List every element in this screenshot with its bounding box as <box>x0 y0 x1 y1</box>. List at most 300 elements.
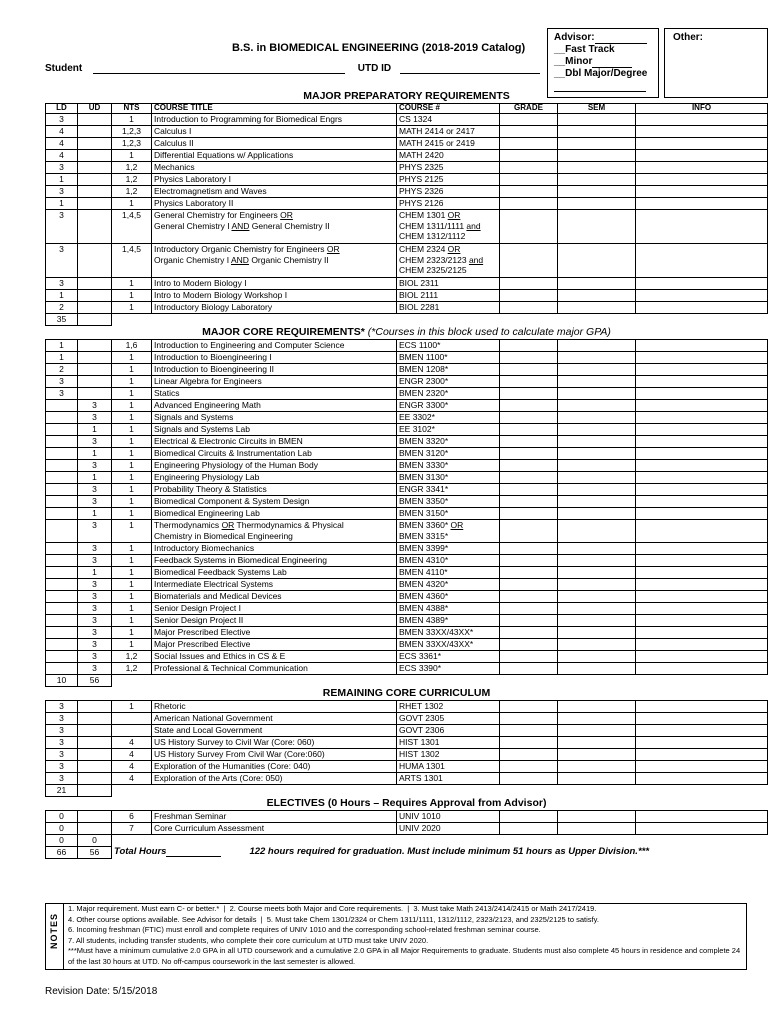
nts-cell: 1,2 <box>112 174 152 186</box>
course-number-cell: PHYS 2326 <box>397 186 500 198</box>
nts-cell: 1 <box>112 198 152 210</box>
core-total-row <box>46 675 768 687</box>
info-cell[interactable] <box>636 484 768 496</box>
grade-cell[interactable] <box>500 162 558 174</box>
electives-section-title: ELECTIVES (0 Hours – Requires Approval from Advisor) <box>266 797 547 809</box>
ud-cell <box>78 198 112 210</box>
notes-body: 1. Major requirement. Must earn C- or better.* | 2. Course meets both Major and Core requirements. | 3. Must take Math 2413/2414/2415 or Math 2417/2419. 4. Other course options available. See Advisor for details | 5. Must take Chem 1301/2324 or Chem 1311/1111, 1312/1112, 2323/2123, and 2325/2125 to satisfy. 6. Incoming freshman (FTIC) must enroll and complete requires of UNIV 1010 and the corresponding school-related freshman seminar course. 7. All students, including transfer students, who complete their core curriculum at UTD must take UNIV 2020. ***Must have a minimum cumulative 2.0 GPA in all UTD coursework and a cumulative 2.0 GPA in all Major Requirements to graduate. Students must also complete 45 hours in residence and complete 24 of the last 30 hours at UTD. No off-campus coursework in the last semester is allowed. <box>68 904 743 967</box>
course-title-cell: Rhetoric <box>152 701 397 713</box>
grade-cell[interactable] <box>500 749 558 761</box>
ud-cell <box>78 352 112 364</box>
blank-cell <box>112 785 768 797</box>
column-header: SEM <box>558 104 636 114</box>
sem-cell[interactable] <box>558 811 636 823</box>
notes-label: NOTES <box>49 912 59 949</box>
ud-cell <box>78 174 112 186</box>
sem-cell[interactable] <box>558 472 636 484</box>
course-number-cell: ECS 1100* <box>397 340 500 352</box>
info-cell[interactable] <box>636 508 768 520</box>
info-cell[interactable] <box>636 663 768 675</box>
course-number-cell: MATH 2420 <box>397 150 500 162</box>
info-cell[interactable] <box>636 543 768 555</box>
advisor-label: Advisor: <box>554 32 652 44</box>
nts-cell: 1 <box>112 388 152 400</box>
ld-cell: 3 <box>46 737 78 749</box>
ld-cell: 3 <box>46 376 78 388</box>
course-title-cell: Physics Laboratory I <box>152 174 397 186</box>
info-cell[interactable] <box>636 567 768 579</box>
ld-cell: 3 <box>46 713 78 725</box>
info-cell[interactable] <box>636 412 768 424</box>
course-number-cell: BMEN 4360* <box>397 591 500 603</box>
remaining-total-row <box>46 785 768 797</box>
course-title-cell: Intro to Modern Biology I <box>152 278 397 290</box>
info-cell[interactable] <box>636 138 768 150</box>
sem-cell[interactable] <box>558 174 636 186</box>
sem-cell[interactable] <box>558 210 636 244</box>
thermo-row <box>46 520 768 543</box>
info-cell[interactable] <box>636 244 768 278</box>
sem-cell[interactable] <box>558 460 636 472</box>
grade-cell[interactable] <box>500 567 558 579</box>
ld-cell: 4 <box>46 150 78 162</box>
table-row <box>46 448 768 460</box>
sem-cell[interactable] <box>558 400 636 412</box>
ud-cell: 3 <box>78 663 112 675</box>
table-row <box>46 460 768 472</box>
info-cell[interactable] <box>636 162 768 174</box>
table-row <box>46 579 768 591</box>
table-row <box>46 400 768 412</box>
grade-cell[interactable] <box>500 460 558 472</box>
column-header: NTS <box>112 104 152 114</box>
info-cell[interactable] <box>636 713 768 725</box>
grade-cell[interactable] <box>500 244 558 278</box>
sem-cell[interactable] <box>558 388 636 400</box>
ld-cell: 1 <box>46 198 78 210</box>
blank-cell <box>112 835 768 847</box>
course-title-cell: Intro to Modern Biology Workshop I <box>152 290 397 302</box>
ud-cell: 1 <box>78 448 112 460</box>
info-cell[interactable] <box>636 364 768 376</box>
info-cell[interactable] <box>636 761 768 773</box>
sem-cell[interactable] <box>558 749 636 761</box>
table-row <box>46 484 768 496</box>
sem-cell[interactable] <box>558 627 636 639</box>
course-number-cell: BMEN 1100* <box>397 352 500 364</box>
notes-label-cell <box>46 904 64 969</box>
course-title-cell: Probability Theory & Statistics <box>152 484 397 496</box>
sem-cell[interactable] <box>558 244 636 278</box>
table-row <box>46 126 768 138</box>
sem-cell[interactable] <box>558 496 636 508</box>
ud-cell: 3 <box>78 436 112 448</box>
ud-cell <box>78 126 112 138</box>
nts-cell: 1 <box>112 400 152 412</box>
ud-cell <box>78 138 112 150</box>
nts-cell: 1 <box>112 460 152 472</box>
course-title-cell: Introduction to Programming for Biomedical Engrs <box>152 114 397 126</box>
sem-cell[interactable] <box>558 162 636 174</box>
nts-cell: 1,2 <box>112 651 152 663</box>
ud-cell <box>78 713 112 725</box>
sem-cell[interactable] <box>558 639 636 651</box>
info-cell[interactable] <box>636 150 768 162</box>
grade-cell[interactable] <box>500 651 558 663</box>
sem-cell[interactable] <box>558 579 636 591</box>
ud-cell <box>78 737 112 749</box>
grade-cell[interactable] <box>500 701 558 713</box>
info-cell[interactable] <box>636 376 768 388</box>
ld-cell: 1 <box>46 352 78 364</box>
other-box <box>664 28 768 98</box>
grade-cell[interactable] <box>500 174 558 186</box>
grade-cell[interactable] <box>500 424 558 436</box>
ud-cell: 3 <box>78 591 112 603</box>
course-title-cell: State and Local Government <box>152 725 397 737</box>
grade-cell[interactable] <box>500 520 558 543</box>
nts-cell: 7 <box>112 823 152 835</box>
minor-option[interactable]: __Minor <box>554 56 652 68</box>
grade-cell[interactable] <box>500 737 558 749</box>
course-number-cell: ECS 3361* <box>397 651 500 663</box>
note-5: 5. Must take Chem 1301/2324 or Chem 1311/1111, 1312/1112, 2323/2123, and 2325/2125 to satisfy. <box>266 914 599 924</box>
nts-cell: 1 <box>112 508 152 520</box>
column-header: LD <box>46 104 78 114</box>
sem-cell[interactable] <box>558 761 636 773</box>
ld-cell: 1 <box>46 174 78 186</box>
sem-cell[interactable] <box>558 603 636 615</box>
info-cell[interactable] <box>636 114 768 126</box>
core-section <box>46 326 768 340</box>
course-number-cell: ECS 3390* <box>397 663 500 675</box>
table-row <box>46 567 768 579</box>
course-title-cell: Electrical & Electronic Circuits in BMEN <box>152 436 397 448</box>
grade-cell[interactable] <box>500 811 558 823</box>
note-2: 2. Course meets both Major and Core requirements. <box>229 904 404 913</box>
table-row <box>46 352 768 364</box>
grade-cell[interactable] <box>500 508 558 520</box>
info-cell[interactable] <box>636 340 768 352</box>
info-cell[interactable] <box>636 278 768 290</box>
ld-cell: 3 <box>46 278 78 290</box>
course-title-cell: Intermediate Electrical Systems <box>152 579 397 591</box>
student-name-field[interactable] <box>93 73 345 74</box>
info-cell[interactable] <box>636 591 768 603</box>
nts-cell: 1,4,5 <box>112 244 152 278</box>
sem-cell[interactable] <box>558 448 636 460</box>
info-cell[interactable] <box>636 174 768 186</box>
grade-cell[interactable] <box>500 400 558 412</box>
grade-cell[interactable] <box>500 615 558 627</box>
sem-cell[interactable] <box>558 198 636 210</box>
nts-cell: 1 <box>112 701 152 713</box>
table-row <box>46 340 768 352</box>
sem-cell[interactable] <box>558 567 636 579</box>
grade-cell[interactable] <box>500 639 558 651</box>
info-cell[interactable] <box>636 627 768 639</box>
sem-cell[interactable] <box>558 436 636 448</box>
grade-cell[interactable] <box>500 484 558 496</box>
table-row <box>46 773 768 785</box>
grade-cell[interactable] <box>500 627 558 639</box>
course-number-cell: EE 3102* <box>397 424 500 436</box>
course-number-cell: BMEN 4310* <box>397 555 500 567</box>
fast-track-option[interactable]: __Fast Track <box>554 44 615 55</box>
info-cell[interactable] <box>636 749 768 761</box>
nts-cell: 1 <box>112 436 152 448</box>
ud-total <box>78 785 112 797</box>
info-cell[interactable] <box>636 823 768 835</box>
ud-cell <box>78 290 112 302</box>
info-cell[interactable] <box>636 448 768 460</box>
column-header: INFO <box>636 104 768 114</box>
sem-cell[interactable] <box>558 340 636 352</box>
info-cell[interactable] <box>636 615 768 627</box>
ud-cell <box>78 761 112 773</box>
table-row <box>46 472 768 484</box>
info-cell[interactable] <box>636 126 768 138</box>
grade-cell[interactable] <box>500 210 558 244</box>
ld-cell: 4 <box>46 126 78 138</box>
grade-cell[interactable] <box>500 114 558 126</box>
course-number-cell: BMEN 4389* <box>397 615 500 627</box>
sem-cell[interactable] <box>558 186 636 198</box>
course-title-cell: Freshman Seminar <box>152 811 397 823</box>
other-label: Other: <box>673 32 703 43</box>
course-title-cell: Feedback Systems in Biomedical Engineering <box>152 555 397 567</box>
info-cell[interactable] <box>636 496 768 508</box>
grade-cell[interactable] <box>500 603 558 615</box>
course-number-cell: BMEN 4388* <box>397 603 500 615</box>
ld-cell: 1 <box>46 340 78 352</box>
ld-cell: 2 <box>46 364 78 376</box>
sem-cell[interactable] <box>558 364 636 376</box>
sem-cell[interactable] <box>558 725 636 737</box>
grade-cell[interactable] <box>500 713 558 725</box>
nts-cell: 1 <box>112 290 152 302</box>
info-cell[interactable] <box>636 198 768 210</box>
grade-cell[interactable] <box>500 150 558 162</box>
nts-cell: 1,2 <box>112 162 152 174</box>
sem-cell[interactable] <box>558 713 636 725</box>
info-cell[interactable] <box>636 555 768 567</box>
info-cell[interactable] <box>636 701 768 713</box>
info-cell[interactable] <box>636 737 768 749</box>
grade-cell[interactable] <box>500 579 558 591</box>
ud-total: 56 <box>78 675 112 687</box>
info-cell[interactable] <box>636 603 768 615</box>
grade-cell[interactable] <box>500 472 558 484</box>
nts-cell: 1,2 <box>112 186 152 198</box>
info-cell[interactable] <box>636 773 768 785</box>
info-cell[interactable] <box>636 424 768 436</box>
ld-cell <box>46 627 78 639</box>
sem-cell[interactable] <box>558 591 636 603</box>
course-number-cell: HIST 1301 <box>397 737 500 749</box>
ld-cell <box>46 508 78 520</box>
utd-id-label: UTD ID <box>357 63 392 74</box>
course-number-cell: BMEN 4320* <box>397 579 500 591</box>
grade-cell[interactable] <box>500 302 558 314</box>
info-cell[interactable] <box>636 400 768 412</box>
info-cell[interactable] <box>636 186 768 198</box>
grade-cell[interactable] <box>500 663 558 675</box>
table-row <box>46 186 768 198</box>
course-title-cell: Statics <box>152 388 397 400</box>
nts-cell <box>112 725 152 737</box>
sem-cell[interactable] <box>558 412 636 424</box>
note-1: 1. Major requirement. Must earn C- or better.* <box>68 904 220 913</box>
grade-cell[interactable] <box>500 278 558 290</box>
grade-cell[interactable] <box>500 376 558 388</box>
info-cell[interactable] <box>636 639 768 651</box>
course-number-cell: BMEN 3330* <box>397 460 500 472</box>
course-number-cell: UNIV 1010 <box>397 811 500 823</box>
ud-cell <box>78 376 112 388</box>
ld-cell <box>46 448 78 460</box>
ld-cell: 3 <box>46 725 78 737</box>
nts-cell: 1 <box>112 567 152 579</box>
grade-cell[interactable] <box>500 448 558 460</box>
grade-cell[interactable] <box>500 290 558 302</box>
sem-cell[interactable] <box>558 773 636 785</box>
ud-cell: 1 <box>78 472 112 484</box>
course-title-cell: Signals and Systems Lab <box>152 424 397 436</box>
table-row <box>46 701 768 713</box>
sem-cell[interactable] <box>558 508 636 520</box>
nts-cell: 1 <box>112 114 152 126</box>
blank-cell <box>112 675 768 687</box>
course-title-cell: Introduction to Bioengineering II <box>152 364 397 376</box>
info-cell[interactable] <box>636 436 768 448</box>
course-number-cell: BMEN 33XX/43XX* <box>397 639 500 651</box>
remaining-section <box>46 687 768 701</box>
info-cell[interactable] <box>636 651 768 663</box>
grade-cell[interactable] <box>500 388 558 400</box>
info-cell[interactable] <box>636 290 768 302</box>
sem-cell[interactable] <box>558 114 636 126</box>
ld-cell <box>46 400 78 412</box>
course-title-cell: Major Prescribed Elective <box>152 639 397 651</box>
info-cell[interactable] <box>636 352 768 364</box>
sem-cell[interactable] <box>558 424 636 436</box>
grade-cell[interactable] <box>500 352 558 364</box>
sem-cell[interactable] <box>558 615 636 627</box>
note-4: 4. Other course options available. See Advisor for details <box>68 914 257 924</box>
table-row <box>46 424 768 436</box>
notes-box <box>45 903 747 970</box>
course-title-cell: Biomedical Component & System Design <box>152 496 397 508</box>
ud-cell: 3 <box>78 412 112 424</box>
info-cell[interactable] <box>636 811 768 823</box>
sem-cell[interactable] <box>558 701 636 713</box>
ld-cell <box>46 436 78 448</box>
sem-cell[interactable] <box>558 737 636 749</box>
page-title: B.S. in BIOMEDICAL ENGINEERING (2018-2019 Catalog) <box>232 42 526 54</box>
course-title-cell: Signals and Systems <box>152 412 397 424</box>
table-row <box>46 651 768 663</box>
sem-cell[interactable] <box>558 555 636 567</box>
nts-cell: 1 <box>112 484 152 496</box>
grade-cell[interactable] <box>500 543 558 555</box>
table-row <box>46 508 768 520</box>
grade-cell[interactable] <box>500 725 558 737</box>
core-section-title: MAJOR CORE REQUIREMENTS* (*Courses in this block used to calculate major GPA) <box>202 326 611 338</box>
course-title-cell: Thermodynamics OR Thermodynamics & Physical Chemistry in Biomedical Engineering <box>152 520 397 543</box>
grade-cell[interactable] <box>500 186 558 198</box>
sem-cell[interactable] <box>558 290 636 302</box>
ld-cell <box>46 424 78 436</box>
grade-cell[interactable] <box>500 555 558 567</box>
utd-id-field[interactable] <box>400 73 540 74</box>
ud-cell: 1 <box>78 508 112 520</box>
grade-cell[interactable] <box>500 412 558 424</box>
course-number-cell: BMEN 3130* <box>397 472 500 484</box>
grade-cell[interactable] <box>500 496 558 508</box>
grade-cell[interactable] <box>500 761 558 773</box>
grade-cell[interactable] <box>500 340 558 352</box>
ld-total: 21 <box>46 785 78 797</box>
info-cell[interactable] <box>636 520 768 543</box>
ld-cell <box>46 567 78 579</box>
ud-cell <box>78 749 112 761</box>
grade-cell[interactable] <box>500 591 558 603</box>
sem-cell[interactable] <box>558 376 636 388</box>
grade-cell[interactable] <box>500 198 558 210</box>
sem-cell[interactable] <box>558 138 636 150</box>
grade-cell[interactable] <box>500 364 558 376</box>
sem-cell[interactable] <box>558 126 636 138</box>
sem-cell[interactable] <box>558 520 636 543</box>
course-title-cell: Exploration of the Humanities (Core: 040) <box>152 761 397 773</box>
info-cell[interactable] <box>636 302 768 314</box>
nts-cell: 1 <box>112 376 152 388</box>
sem-cell[interactable] <box>558 484 636 496</box>
info-cell[interactable] <box>636 472 768 484</box>
grade-cell[interactable] <box>500 138 558 150</box>
grade-cell[interactable] <box>500 773 558 785</box>
nts-cell: 1,2,3 <box>112 138 152 150</box>
grade-cell[interactable] <box>500 126 558 138</box>
info-cell[interactable] <box>636 388 768 400</box>
sem-cell[interactable] <box>558 302 636 314</box>
info-cell[interactable] <box>636 460 768 472</box>
sem-cell[interactable] <box>558 823 636 835</box>
sem-cell[interactable] <box>558 663 636 675</box>
grade-cell[interactable] <box>500 436 558 448</box>
sem-cell[interactable] <box>558 278 636 290</box>
ud-cell: 3 <box>78 627 112 639</box>
sem-cell[interactable] <box>558 352 636 364</box>
table-row <box>46 496 768 508</box>
info-cell[interactable] <box>636 579 768 591</box>
ud-cell: 3 <box>78 615 112 627</box>
info-cell[interactable] <box>636 210 768 244</box>
course-title-cell: Core Curriculum Assessment <box>152 823 397 835</box>
grade-cell[interactable] <box>500 823 558 835</box>
course-number-cell: CHEM 2324 OR CHEM 2323/2123 and CHEM 2325/2125 <box>397 244 500 278</box>
sem-cell[interactable] <box>558 651 636 663</box>
sem-cell[interactable] <box>558 543 636 555</box>
column-header: COURSE TITLE <box>152 104 397 114</box>
nts-cell: 1 <box>112 302 152 314</box>
info-cell[interactable] <box>636 725 768 737</box>
dbl-major-option[interactable]: __Dbl Major/Degree <box>554 68 648 79</box>
chem-row <box>46 210 768 244</box>
sem-cell[interactable] <box>558 150 636 162</box>
revision-date: Revision Date: 5/15/2018 <box>45 986 158 997</box>
